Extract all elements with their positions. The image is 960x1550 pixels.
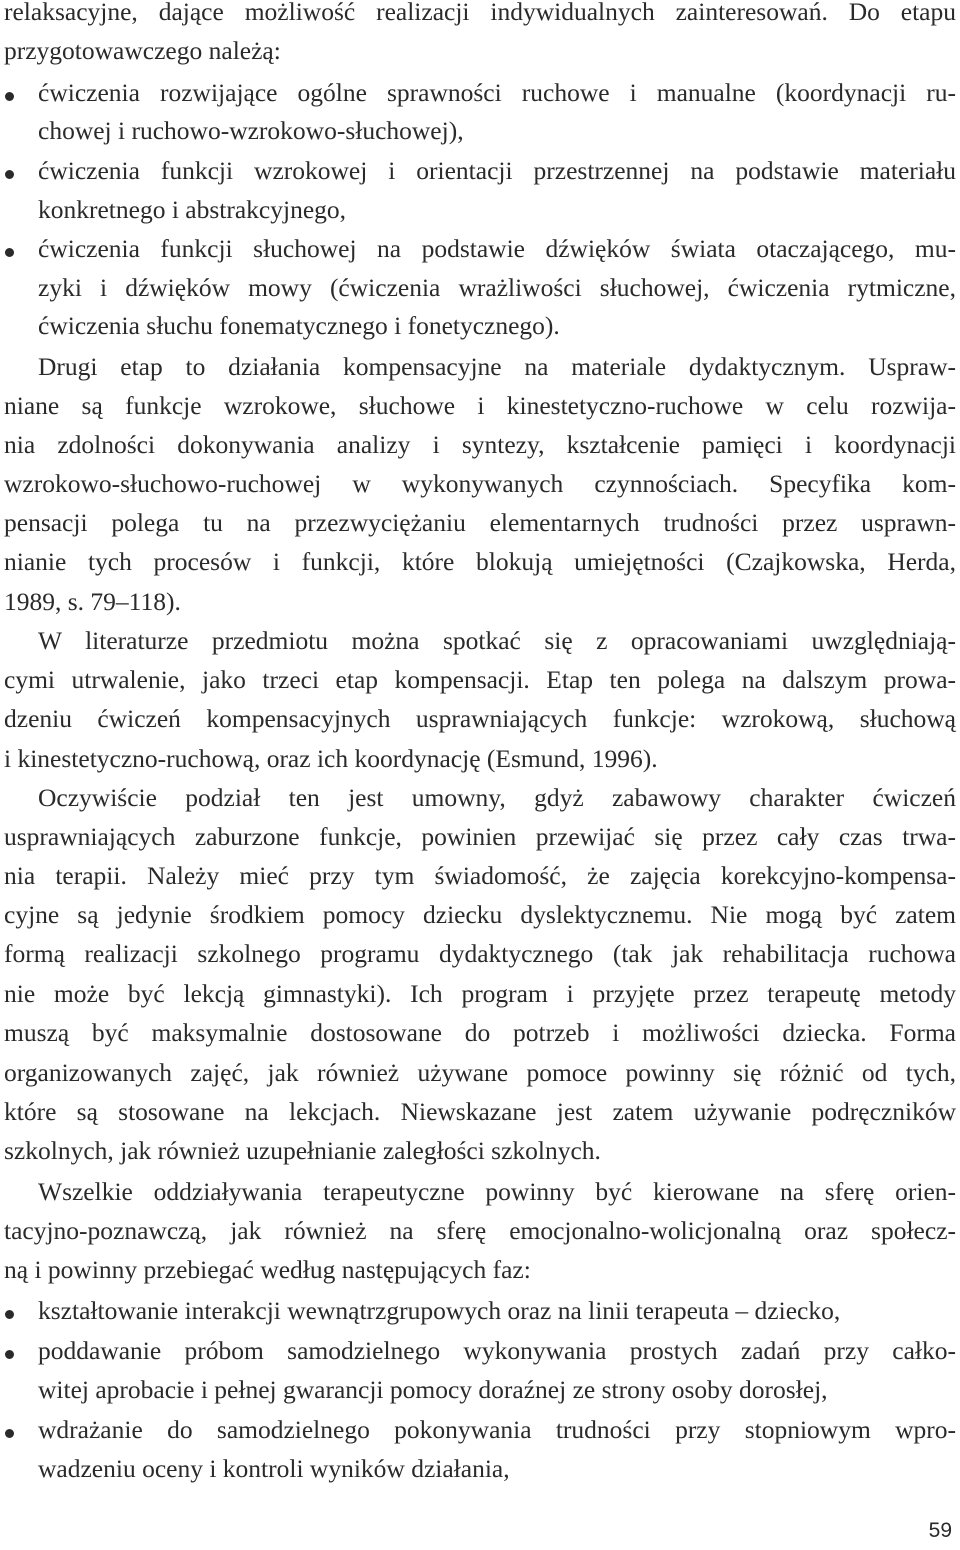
list-item: poddawanie próbom samodzielnego wykonywania prostych zadań przy całko- [38, 1336, 956, 1365]
list-item: wdrażanie do samodzielnego pokonywania trudności przy stopniowym wpro- [38, 1415, 956, 1444]
text-line: Wszelkie oddziaływania terapeutyczne powinny być kierowane na sferę orien- [38, 1177, 956, 1206]
text-line: Drugi etap to działania kompensacyjne na materiale dydaktycznym. Uspraw- [38, 352, 956, 381]
text-line: ną i powinny przebiegać według następujących faz: [4, 1255, 531, 1284]
text-line: dzeniu ćwiczeń kompensacyjnych usprawniających funkcje: wzrokową, słuchową [4, 704, 956, 733]
text-line: przygotowawczego należą: [4, 36, 281, 65]
list-item-continuation: zyki i dźwięków mowy (ćwiczenia wrażliwości słuchowej, ćwiczenia rytmiczne, [38, 273, 956, 302]
text-line: muszą być maksymalnie dostosowane do potrzeb i możliwości dziecka. Forma [4, 1018, 956, 1047]
list-item-continuation: ćwiczenia słuchu fonematycznego i fonetycznego). [38, 311, 560, 340]
list-item-continuation: wadzeniu oceny i kontroli wyników działania, [38, 1454, 510, 1483]
text-line: wzrokowo-słuchowo-ruchowej w wykonywanych czynnościach. Specyfika kom- [4, 469, 956, 498]
list-item: ćwiczenia rozwijające ogólne sprawności ruchowe i manualne (koordynacji ru- [38, 78, 956, 107]
bullet-icon [5, 170, 14, 179]
text-line: formą realizacji szkolnego programu dydaktycznego (tak jak rehabilitacja ruchowa [4, 939, 956, 968]
bullet-icon [5, 1429, 14, 1438]
page-number: 59 [928, 1519, 952, 1542]
list-item-continuation: chowej i ruchowo-wzrokowo-słuchowej), [38, 116, 464, 145]
text-line: które są stosowane na lekcjach. Niewskazane jest zatem używanie podręczników [4, 1097, 956, 1126]
text-line: nianie tych procesów i funkcji, które blokują umiejętności (Czajkowska, Herda, [4, 547, 956, 576]
text-line: cyjne są jedynie środkiem pomocy dziecku dyslektycznemu. Nie mogą być zatem [4, 900, 956, 929]
list-item-continuation: witej aprobacie i pełnej gwarancji pomocy doraźnej ze strony osoby dorosłej, [38, 1375, 828, 1404]
list-item: ćwiczenia funkcji słuchowej na podstawie dźwięków świata otaczającego, mu- [38, 234, 956, 263]
bullet-icon [5, 248, 14, 257]
text-line: i kinestetyczno-ruchową, oraz ich koordynację (Esmund, 1996). [4, 744, 658, 773]
text-line: organizowanych zajęć, jak również używane pomoce powinny się różnić od tych, [4, 1058, 956, 1087]
list-item: ćwiczenia funkcji wzrokowej i orientacji przestrzennej na podstawie materiału [38, 156, 956, 185]
text-line: W literaturze przedmiotu można spotkać się z opracowaniami uwzględniają- [38, 626, 956, 655]
text-line: nia zdolności dokonywania analizy i syntezy, kształcenie pamięci i koordynacji [4, 430, 956, 459]
bullet-icon [5, 1310, 14, 1319]
text-line: cymi utrwalenie, jako trzeci etap kompensacji. Etap ten polega na dalszym prowa- [4, 665, 956, 694]
text-line: nia terapii. Należy mieć przy tym świadomość, że zajęcia korekcyjno-kompensa- [4, 861, 956, 890]
text-line: 1989, s. 79–118). [4, 587, 181, 616]
text-line: tacyjno-poznawczą, jak również na sferę emocjonalno-wolicjonalną oraz społecz- [4, 1216, 956, 1245]
bullet-icon [5, 1350, 14, 1359]
bullet-icon [5, 92, 14, 101]
text-line: szkolnych, jak również uzupełnianie zaległości szkolnych. [4, 1136, 601, 1165]
list-item: kształtowanie interakcji wewnątrzgrupowych oraz na linii terapeuta – dziecko, [38, 1296, 841, 1325]
text-line: relaksacyjne, dające możliwość realizacji indywidualnych zainteresowań. Do etapu [4, 0, 956, 26]
text-line: usprawniających zaburzone funkcje, powinien przewijać się przez cały czas trwa- [4, 822, 956, 851]
list-item-continuation: konkretnego i abstrakcyjnego, [38, 195, 347, 224]
text-line: Oczywiście podział ten jest umowny, gdyż zabawowy charakter ćwiczeń [38, 783, 956, 812]
text-line: nie może być lekcją gimnastyki). Ich program i przyjęte przez terapeutę metody [4, 979, 956, 1008]
text-line: niane są funkcje wzrokowe, słuchowe i kinestetyczno-ruchowe w celu rozwija- [4, 391, 956, 420]
text-line: pensacji polega tu na przezwyciężaniu elementarnych trudności przez usprawn- [4, 508, 956, 537]
